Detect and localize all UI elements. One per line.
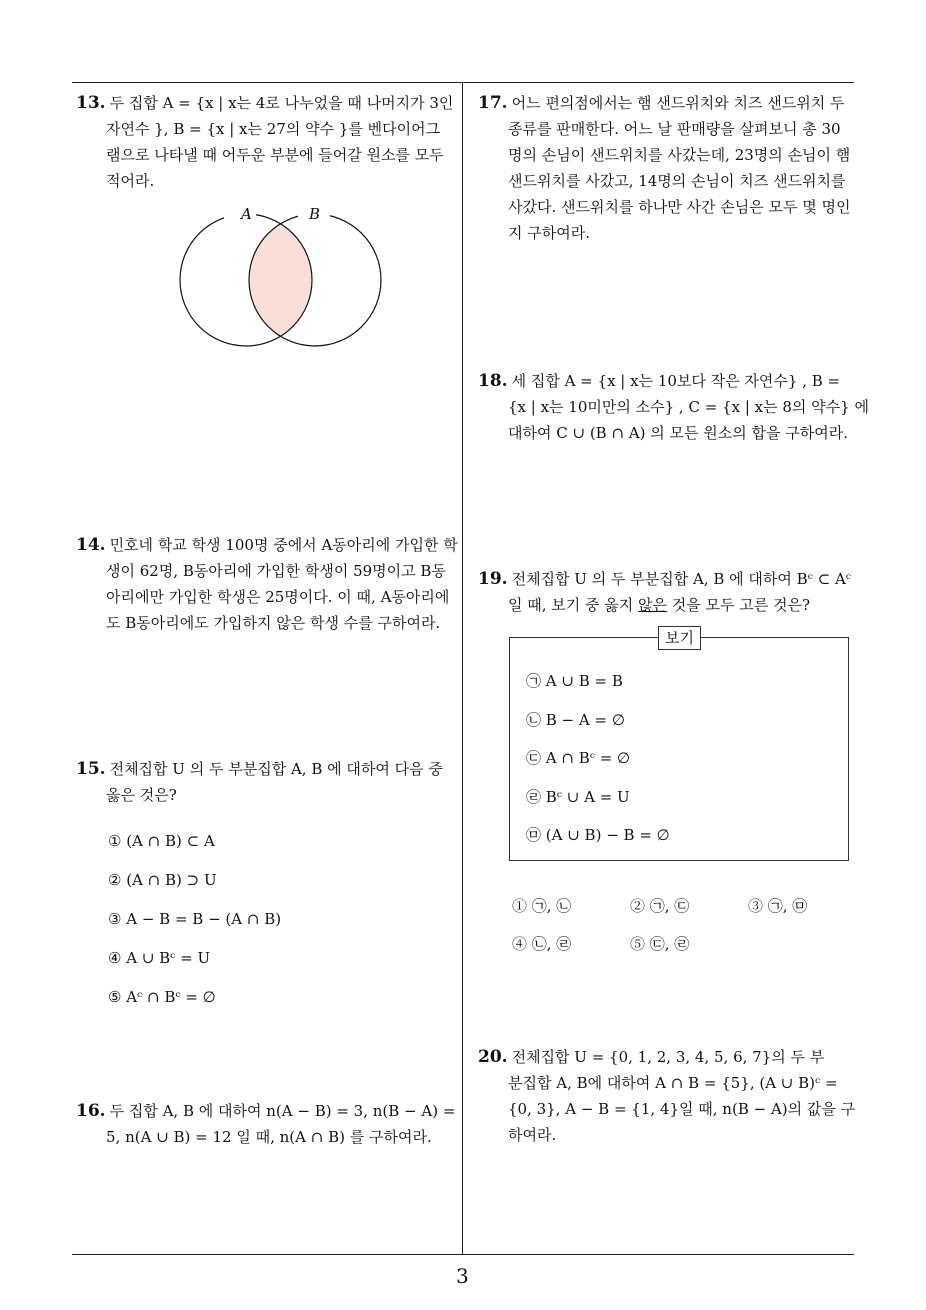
choice-item[interactable]: ③ A − B = B − (A ∩ B) <box>108 910 282 928</box>
problem-text-line: 램으로 나타낼 때 어두운 부분에 들어갈 원소를 모두 <box>106 146 444 164</box>
problem-text-line: 사갔다. 샌드위치를 하나만 사간 손님은 모두 몇 명인 <box>508 198 851 216</box>
problem-number: 13. <box>76 93 106 113</box>
choice-item[interactable]: ③ ㉠, ㉤ <box>748 897 808 915</box>
problem-text-line: 민호네 학교 학생 100명 중에서 A동아리에 가입한 학 <box>109 536 458 554</box>
bogi-item: ㉡ B − A = ∅ <box>526 711 625 729</box>
bogi-item: ㉢ A ∩ Bᶜ = ∅ <box>526 749 631 767</box>
problem-text-line: 적어라. <box>106 172 155 190</box>
problem-text-line: 명의 손님이 샌드위치를 사갔는데, 23명의 손님이 햄 <box>508 146 851 164</box>
venn-label-a: A <box>241 205 252 223</box>
problem-16 <box>76 1098 458 1150</box>
problem-text-line: 종류를 판매한다. 어느 날 판매량을 살펴보니 총 30 <box>508 120 841 138</box>
problem-text-line: 전체집합 U = {0, 1, 2, 3, 4, 5, 6, 7}의 두 부 <box>511 1048 825 1066</box>
venn-diagram <box>170 200 400 360</box>
venn-label-b: B <box>309 205 321 223</box>
choice-item[interactable]: ⑤ ㉢, ㉣ <box>630 935 690 953</box>
bogi-item: ㉣ Bᶜ ∪ A = U <box>526 788 630 806</box>
problem-text-line <box>478 592 858 618</box>
column-divider <box>462 82 463 1254</box>
problem-number: 16. <box>76 1101 106 1121</box>
problem-number: 18. <box>478 371 508 391</box>
problem-text-line: 전체집합 U 의 두 부분집합 A, B 에 대하여 다음 중 <box>109 760 443 778</box>
problem-text-line: 대하여 C ∪ (B ∩ A) 의 모든 원소의 합을 구하여라. <box>508 424 848 442</box>
problem-text-line: 두 집합 A, B 에 대하여 n(A − B) = 3, n(B − A) = <box>109 1102 456 1120</box>
choice-item[interactable]: ② ㉠, ㉢ <box>630 897 690 915</box>
problem-text-segment: 것을 모두 고른 것은? <box>667 596 811 614</box>
problem-17 <box>478 90 858 246</box>
problem-text-line: 아리에만 가입한 학생은 25명이다. 이 때, A동아리에 <box>106 588 450 606</box>
choice-item[interactable]: ① (A ∩ B) ⊂ A <box>108 832 215 850</box>
problem-text-line: {x | x는 10미만의 소수} , C = {x | x는 8의 약수} 에 <box>508 398 869 416</box>
problem-text-line: 분집합 A, B에 대하여 A ∩ B = {5}, (A ∪ B)ᶜ = <box>508 1074 838 1092</box>
choice-item[interactable]: ① ㉠, ㉡ <box>512 897 572 915</box>
page-number: 3 <box>456 1264 469 1288</box>
problem-text-line: 어느 편의점에서는 햄 샌드위치와 치즈 샌드위치 두 <box>511 94 845 112</box>
bogi-item: ㉠ A ∪ B = B <box>526 672 623 690</box>
problem-text-line: 전체집합 U 의 두 부분집합 A, B 에 대하여 Bᶜ ⊂ Aᶜ <box>511 570 851 588</box>
bogi-title: 보기 <box>658 626 701 650</box>
problem-15 <box>76 756 458 808</box>
problem-text-line: 생이 62명, B동아리에 가입한 학생이 59명이고 B동 <box>106 562 446 580</box>
problem-number: 17. <box>478 93 508 113</box>
problem-19 <box>478 566 858 618</box>
problem-text-line: 자연수 }, B = {x | x는 27의 약수 }를 벤다이어그 <box>106 120 441 138</box>
problem-text-line: 도 B동아리에도 가입하지 않은 학생 수를 구하여라. <box>106 614 441 632</box>
choice-item[interactable]: ② (A ∩ B) ⊃ U <box>108 871 217 889</box>
choice-item[interactable]: ④ ㉡, ㉣ <box>512 935 572 953</box>
problem-text-line: 지 구하여라. <box>508 224 590 242</box>
problem-text-line: 옳은 것은? <box>106 786 177 804</box>
problem-number: 14. <box>76 535 106 555</box>
problem-text-line: 두 집합 A = {x | x는 4로 나누었을 때 나머지가 3인 <box>109 94 454 112</box>
problem-13 <box>76 90 458 194</box>
problem-18 <box>478 368 869 446</box>
problem-20 <box>478 1044 858 1148</box>
problem-text-line: 5, n(A ∪ B) = 12 일 때, n(A ∩ B) 를 구하여라. <box>106 1128 432 1146</box>
problem-text-line: 하여라. <box>508 1126 557 1144</box>
choice-item[interactable]: ⑤ Aᶜ ∩ Bᶜ = ∅ <box>108 988 216 1006</box>
problem-number: 20. <box>478 1047 508 1067</box>
choice-item[interactable]: ④ A ∪ Bᶜ = U <box>108 949 211 967</box>
problem-14 <box>76 532 458 636</box>
underlined-keyword: 않은 <box>638 596 668 614</box>
problem-text-line: 세 집합 A = {x | x는 10보다 작은 자연수} , B = <box>511 372 841 390</box>
problem-text-segment: 일 때, 보기 중 옳지 <box>508 596 639 614</box>
problem-text-line: 샌드위치를 사갔고, 14명의 손님이 치즈 샌드위치를 <box>508 172 846 190</box>
problem-number: 15. <box>76 759 106 779</box>
bottom-rule <box>72 1254 854 1255</box>
problem-number: 19. <box>478 569 508 589</box>
venn-intersection-shade <box>249 214 381 346</box>
problem-text-line: {0, 3}, A − B = {1, 4}일 때, n(B − A)의 값을 구 <box>508 1100 856 1118</box>
top-rule <box>72 82 854 83</box>
bogi-item: ㉤ (A ∪ B) − B = ∅ <box>526 826 670 844</box>
